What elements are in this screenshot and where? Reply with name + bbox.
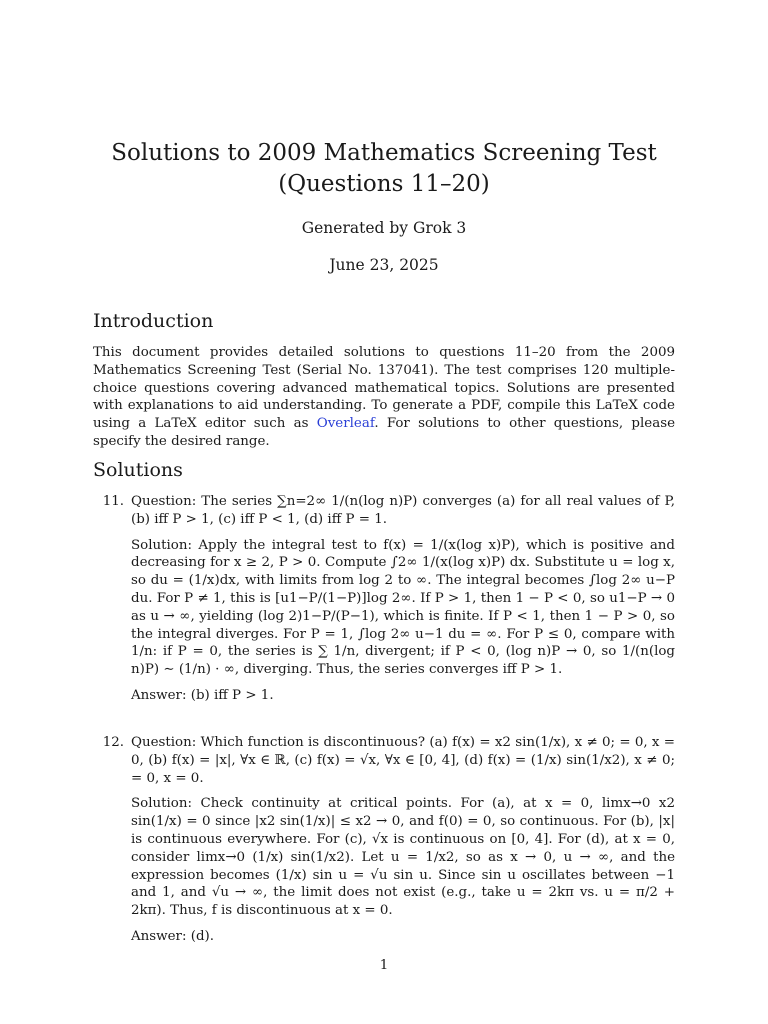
question-number: 11. — [102, 494, 124, 509]
answer-text: Answer: (d). — [131, 928, 214, 944]
solutions-heading: Solutions — [93, 459, 183, 481]
page-number: 1 — [379, 958, 389, 973]
date: June 23, 2025 — [329, 256, 439, 274]
question-body — [131, 734, 675, 954]
intro-text: This document provides detailed solutions to questions 11–20 from the 2009 Mathematics Screening Test (Serial No. 137041). The test comprises 120 multiple-choice questions covering advanced mathematical topics. Solutions are presented with explanations to aid understanding. To generate a PDF, compile this LaTeX code using a LaTeX editor such as — [93, 345, 675, 432]
question-number: 12. — [102, 735, 124, 750]
title-line-2: (Questions 11–20) — [278, 171, 490, 197]
document-title — [0, 138, 768, 200]
solution-text: Solution: Check continuity at critical points. For (a), at x = 0, limx→0 x2 sin(1/x) = 0 since |x2 sin(1/x)| ≤ x2 → 0, and f(0) = 0, so continuous. For (b), |x| is continuous everywhere. For (c), √x is continuous on [0, 4]. For (d), at x = 0, consider limx→0 (1/x) sin(1/x2). Let u = 1/x2, so as x → 0, u → ∞, and the expression becomes (1/x) sin u = √u sin u. Since sin u oscillates between −1 and 1, and √u → ∞, the limit does not exist (e.g., take u = 2kπ vs. u = π/2 + 2kπ). Thus, f is discontinuous at x = 0. — [131, 796, 675, 919]
author: Generated by Grok 3 — [301, 219, 467, 237]
question-text: Question: Which function is discontinuous? (a) f(x) = x2 sin(1/x), x ≠ 0; = 0, x = 0, (b) f(x) = |x|, ∀x ∈ ℝ, (c) f(x) = √x, ∀x ∈ [0, 4], (d) f(x) = (1/x) sin(1/x2), x ≠ 0; = 0, x = 0. — [131, 735, 675, 786]
introduction-paragraph — [93, 344, 675, 451]
intro-after-link: . For solutions to other questions, please specify the desired range. — [93, 416, 675, 449]
overleaf-link[interactable]: Overleaf — [316, 416, 375, 432]
question-body — [131, 493, 675, 713]
title-line-1: Solutions to 2009 Mathematics Screening Test — [111, 140, 657, 166]
introduction-heading: Introduction — [93, 310, 214, 332]
answer-text: Answer: (b) iff P > 1. — [131, 687, 274, 703]
question-text: Question: The series ∑n=2∞ 1/(n(log n)P) converges (a) for all real values of P, (b) iff P > 1, (c) iff P < 1, (d) iff P = 1. — [131, 494, 675, 527]
solution-text: Solution: Apply the integral test to f(x) = 1/(x(log x)P), which is positive and decreasing for x ≥ 2, P > 0. Compute ∫2∞ 1/(x(log x)P) dx. Substitute u = log x, so du = (1/x)dx, with limits from log 2 to ∞. The integral becomes ∫log 2∞ u−P du. For P ≠ 1, this is [u1−P/(1−P)]log 2∞. If P > 1, then 1 − P < 0, so u1−P → 0 as u → ∞, yielding (log 2)1−P/(P−1), which is finite. If P < 1, then 1 − P > 0, so the integral diverges. For P = 1, ∫log 2∞ u−1 du = ∞. For P ≤ 0, compare with 1/n: if P = 0, the series is ∑ 1/n, divergent; if P < 0, (log n)P → 0, so 1/(n(log n)P) ∼ (1/n) · ∞, diverging. Thus, the series converges iff P > 1. — [131, 537, 675, 678]
